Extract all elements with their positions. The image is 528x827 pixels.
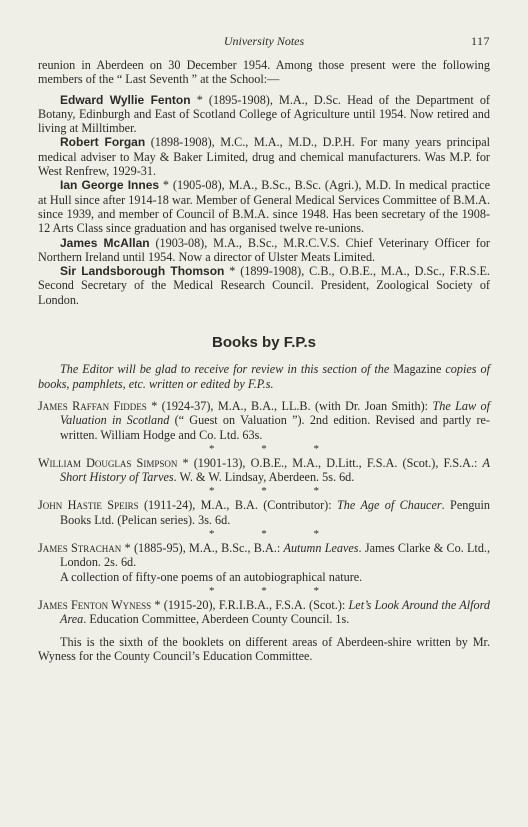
book-title: The Law of Valuation in Scotland (60, 398, 491, 428)
book-entry (38, 498, 490, 527)
editor-note (38, 362, 490, 391)
separator-stars: * * * (209, 485, 341, 498)
member-details: * (1899-1908), C.B., O.B.E., M.A., D.Sc., F.R.S.E. Second Secretary of the Medical Research Council. President, Zoological Society of London. (38, 264, 490, 307)
member-details: (1903-08), M.A., B.Sc., M.R.C.V.S. Chief Veterinary Officer for Northern Ireland until 1954. Now a director of Ulster Meats Limited. (38, 235, 490, 264)
member-name: Sir Landsborough Thomson (60, 264, 225, 279)
book-details: * (1885-95), M.A., B.Sc., B.A.: (121, 541, 284, 556)
book-title: Let’s Look Around the Alford Area (60, 597, 490, 627)
intro-paragraph: reunion in Aberdeen on 30 December 1954. Among those present were the following members of the “ Last Seventh ” at the School:— (38, 58, 490, 87)
book-author: James Fenton Wyness (38, 597, 152, 612)
book-publisher: . Education Committee, Aberdeen County Council. 1s. (83, 612, 350, 627)
book-publisher: . W. & W. Lindsay, Aberdeen. 5s. 6d. (173, 470, 355, 485)
member-name: James McAllan (60, 235, 150, 250)
member-details: * (1905-08), M.A., B.Sc., B.Sc. (Agri.), M.D. In medical practice at Hull since after 1914-18 war. Member of General Medical Services Committee of B.M.A. since 1939, and member of Council of B.M.A. since 1948. Has been secretary of the 1908-12 Arts Class since graduation and has organised twelve re-unions. (38, 178, 490, 236)
book-note: A collection of fifty-one poems of an autobiographical nature. (60, 569, 363, 584)
book-author: James Strachan (38, 541, 122, 556)
member-entry (38, 264, 490, 307)
member-entry (38, 135, 490, 178)
separator-stars: * * * (209, 584, 341, 597)
book-publisher: (“ Guest on Valuation ”). 2nd edition. Revised and partly re-written. William Hodge and Co. Ltd. 63s. (60, 413, 490, 442)
book-details: * (1915-20), F.R.I.B.A., F.S.A. (Scot.): (151, 597, 349, 612)
book-title: The Age of Chaucer (337, 498, 442, 513)
book-entry (38, 456, 490, 485)
book-publisher: . James Clarke & Co. Ltd., London. 2s. 6d. (60, 541, 491, 570)
member-name: Robert Forgan (60, 135, 146, 150)
book-title: Autumn Leaves (283, 541, 359, 556)
section-heading: Books by F.P.s (212, 334, 316, 352)
member-details: * (1895-1908), M.A., D.Sc. Head of the Department of Botany, Edinburgh and East of Scotland College of Agriculture until 1954. Now retired and living at Milltimber. (38, 92, 490, 136)
closing-paragraph: This is the sixth of the booklets on different areas of Aberdeen-shire written by Mr. Wyness for the County Council’s Education Committee. (38, 634, 490, 663)
separator-stars: * * * (209, 442, 341, 455)
book-details: * (1924-37), M.A., B.A., LL.B. (with Dr. Joan Smith): (146, 398, 433, 413)
editor-note-italic: The Editor will be glad to receive for review in this section of the (60, 362, 390, 377)
separator-stars: * * * (209, 528, 341, 541)
editor-note-magazine: Magazine (389, 362, 446, 377)
member-details: (1898-1908), M.C., M.A., M.D., D.P.H. For many years principal medical adviser to May & Baker Limited, drug and chemical manufacturers. Was M.P. for West Renfrew, 1929-31. (38, 135, 490, 179)
page-body (38, 58, 490, 663)
running-header (38, 34, 490, 50)
book-entry (38, 541, 490, 570)
book-entry (38, 598, 490, 627)
book-publisher: . Penguin Books Ltd. (Pelican series). 3s. 6d. (60, 498, 491, 527)
member-name: Ian George Innes (60, 178, 160, 193)
book-details: * (1901-13), O.B.E., M.A., D.Litt., F.S.A. (Scot.), F.S.A.: (177, 455, 483, 470)
book-entry (38, 399, 490, 442)
book-title: A Short History of Tarves (60, 455, 490, 485)
page-number: 117 (470, 34, 490, 48)
book-author: William Douglas Simpson (38, 455, 178, 470)
member-name: Edward Wyllie Fenton (60, 92, 191, 107)
book-details: (1911-24), M.A., B.A. (Contributor): (138, 498, 338, 513)
book-author: James Raffan Fiddes (38, 398, 147, 413)
editor-note-italic-2: copies of books, pamphlets, etc. written or edited by F.P.s. (38, 362, 490, 391)
member-entry (38, 93, 490, 136)
running-title: University Notes (223, 34, 305, 48)
member-entry (38, 178, 490, 235)
book-author: John Hastie Speirs (38, 498, 139, 513)
member-entry (38, 236, 490, 265)
